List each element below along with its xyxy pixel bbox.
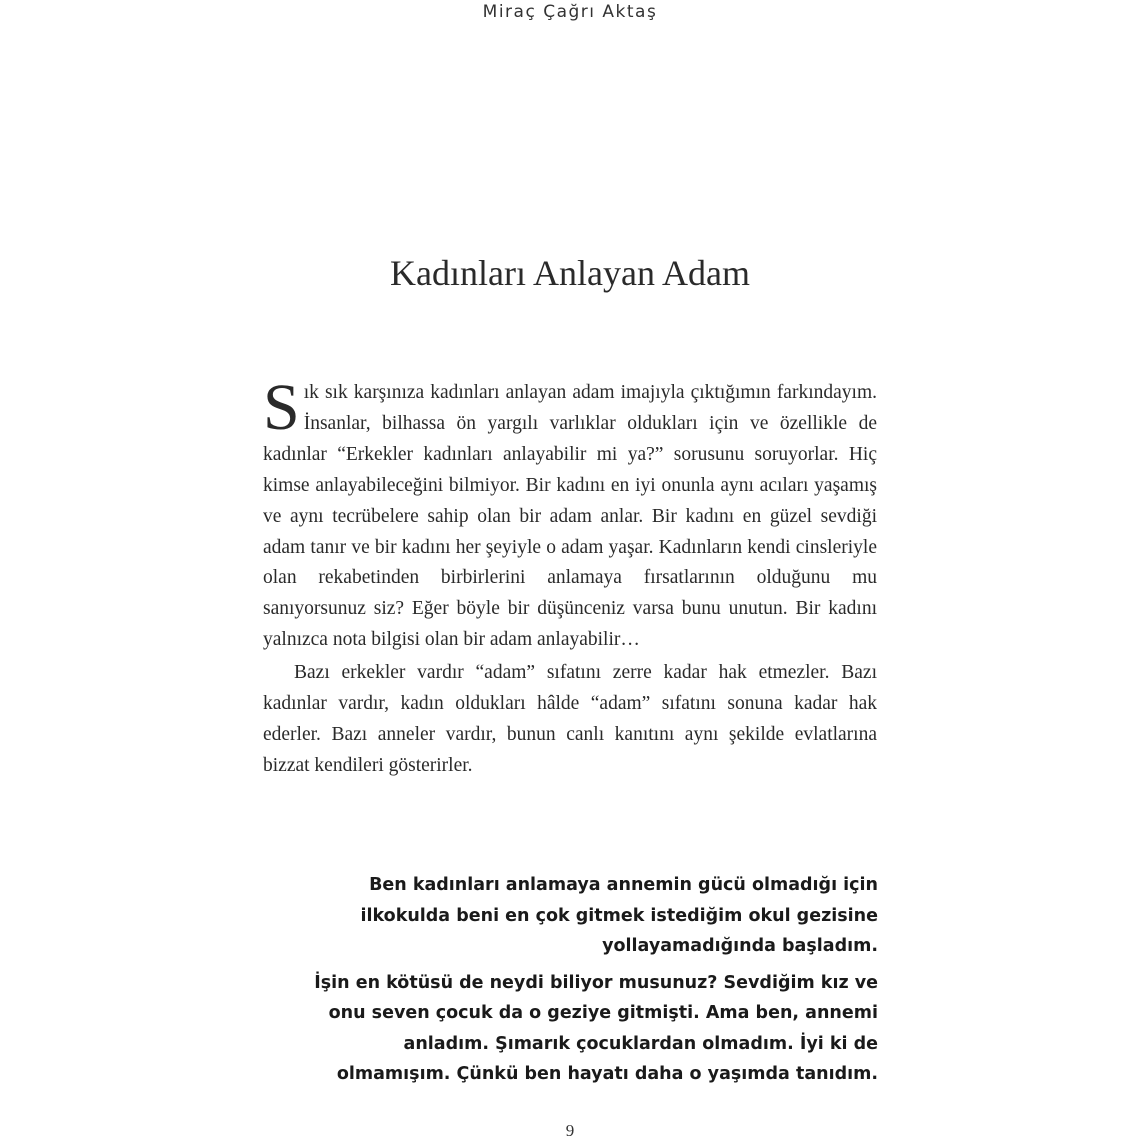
pull-quote-paragraph-2: İşin en kötüsü de neydi biliyor musunuz? Sevdiğim kız ve onu seven çocuk da o geziye gitmişti. Ama ben, annemi anladım. Şımarık çocuklardan olmadım. İyi ki de olmamışım. Çünkü ben hayatı daha o yaşımda tanıdım. bbox=[314, 972, 878, 1084]
pull-quote-paragraph-1: Ben kadınları anlamaya annemin gücü olmadığı için ilkokulda beni en çok gitmek istediğim okul gezisine yollayamadığında başladım. bbox=[360, 875, 878, 956]
page-number: 9 bbox=[565, 1121, 575, 1140]
pull-quote bbox=[300, 870, 878, 1090]
paragraph-1 bbox=[263, 371, 877, 656]
chapter-body bbox=[263, 371, 877, 782]
running-header-author: Miraç Çağrı Aktaş bbox=[482, 2, 658, 22]
paragraph-2: Bazı erkekler vardır “adam” sıfatını zerre kadar hak etmezler. Bazı kadınlar vardır, kadın oldukları hâlde “adam” sıfatını sonuna kadar hak ederler. Bazı anneler vardır, bunun canlı kanıtını aynı şekilde evlatlarına bizzat kendileri gösterirler. bbox=[263, 662, 877, 776]
chapter-title: Kadınları Anlayan Adam bbox=[390, 253, 750, 293]
drop-cap: S bbox=[263, 371, 300, 444]
paragraph-1-text: ık sık karşınıza kadınları anlayan adam imajıyla çıktığımın farkındayım. İnsanlar, bilhassa ön yargılı varlıklar oldukları için ve özellikle de kadınlar “Erkekler kadınları anlayabilir mi ya?” sorusunu soruyorlar. Hiç kimse anlayabileceğini bilmiyor. Bir kadını en iyi onunla aynı acıları yaşamış ve aynı tecrübelere sahip olan bir adam anlar. Bir kadını en güzel sevdiği adam tanır ve bir kadını her şeyiyle o adam yaşar. Kadınların kendi cinsleriyle olan rekabetinden birbirlerini anlamaya fırsatlarının olduğunu mu sanıyorsunuz siz? Eğer böyle bir düşünceniz varsa bunu unutun. Bir kadını yalnızca nota bilgisi olan bir adam anlayabilir… bbox=[263, 382, 877, 651]
